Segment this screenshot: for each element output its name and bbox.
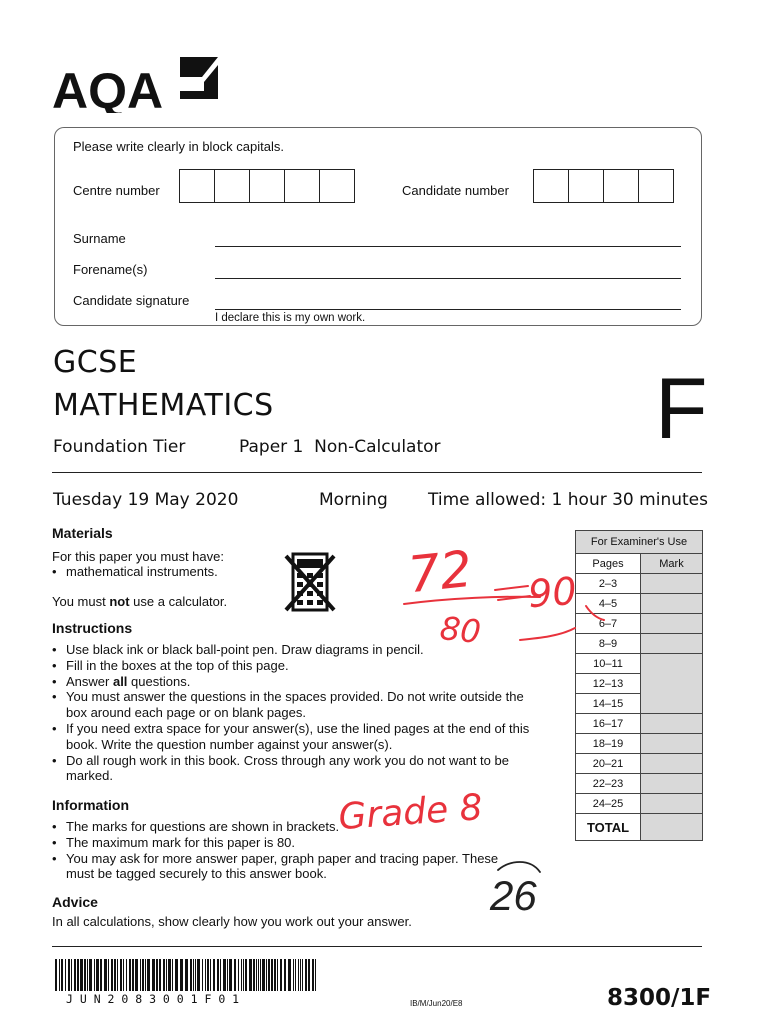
barcode-bar xyxy=(288,959,291,991)
barcode-bar xyxy=(108,959,109,991)
barcode-bar xyxy=(253,959,255,991)
materials-intro: For this paper you must have: xyxy=(52,549,224,564)
barcode-bar xyxy=(156,959,158,991)
handwritten-note: 26 xyxy=(490,872,537,919)
barcode-bar xyxy=(205,959,206,991)
pages-cell: 24–25 xyxy=(576,794,641,814)
barcode-bar xyxy=(243,959,244,991)
barcode-bar xyxy=(234,959,236,991)
advice-heading: Advice xyxy=(52,894,98,910)
barcode-bar xyxy=(74,959,76,991)
barcode-bar xyxy=(55,959,57,991)
pages-cell: 4–5 xyxy=(576,594,641,614)
barcode-bar xyxy=(172,959,173,991)
tier-label: Foundation Tier xyxy=(53,437,186,457)
barcode-bar xyxy=(193,959,194,991)
barcode-bar xyxy=(241,959,242,991)
barcode-icon xyxy=(55,959,320,996)
surname-label: Surname xyxy=(73,231,126,246)
barcode-bar xyxy=(111,959,113,991)
barcode-bar xyxy=(87,959,88,991)
barcode-bar xyxy=(185,959,188,991)
barcode-bar xyxy=(180,959,183,991)
instruction-item: • Do all rough work in this book. Cross through any work you do not want to be marked. xyxy=(52,753,542,785)
barcode-bar xyxy=(117,959,118,991)
total-label: TOTAL xyxy=(576,814,641,841)
barcode-bar xyxy=(120,959,122,991)
barcode-bar xyxy=(268,959,270,991)
barcode-bar xyxy=(96,959,99,991)
instruction-item: • Fill in the boxes at the top of this page. xyxy=(52,658,542,674)
barcode-bar xyxy=(229,959,232,991)
divider-bottom xyxy=(52,946,702,947)
barcode-bar xyxy=(159,959,161,991)
pages-cell: 6–7 xyxy=(576,614,641,634)
exam-session: Morning xyxy=(319,490,388,510)
advice-text: In all calculations, show clearly how you work out your answer. xyxy=(52,914,412,929)
information-heading: Information xyxy=(52,797,129,813)
barcode-bar xyxy=(129,959,131,991)
barcode-bar xyxy=(94,959,95,991)
pages-cell: 10–11 xyxy=(576,654,641,674)
barcode-bar xyxy=(168,959,171,991)
barcode-bar xyxy=(100,959,102,991)
barcode-bar xyxy=(274,959,276,991)
barcode-bar xyxy=(256,959,257,991)
barcode-bar xyxy=(312,959,314,991)
aqa-logo-text: AQA xyxy=(52,63,164,113)
tier-letter: F xyxy=(655,361,708,457)
handwritten-score: 72 xyxy=(405,539,475,605)
barcode-bar xyxy=(65,959,66,991)
instruction-item: • If you need extra space for your answer(s), use the lined pages at the end of this book. Write the question number against your answer(s). xyxy=(52,721,542,753)
barcode-bar xyxy=(295,959,296,991)
barcode-bar xyxy=(71,959,72,991)
mark-header: Mark xyxy=(641,554,703,574)
subject-title: MATHEMATICS xyxy=(53,388,274,423)
barcode-bar xyxy=(315,959,316,991)
barcode-bar xyxy=(227,959,228,991)
barcode-bar xyxy=(207,959,209,991)
handwritten-denominator: 80 xyxy=(438,609,483,652)
scribble-icon xyxy=(498,862,540,872)
pages-cell: 2–3 xyxy=(576,574,641,594)
barcode-bar xyxy=(245,959,247,991)
pages-cell: 12–13 xyxy=(576,674,641,694)
materials-item: • mathematical instruments. xyxy=(52,564,218,580)
exam-date: Tuesday 19 May 2020 xyxy=(53,490,239,510)
qualification-title: GCSE xyxy=(53,345,138,380)
barcode-bar xyxy=(68,959,70,991)
barcode-bar xyxy=(197,959,200,991)
barcode-bar xyxy=(163,959,165,991)
handwritten-grade: Grade 8 xyxy=(337,787,484,839)
barcode-bar xyxy=(142,959,144,991)
instruction-item: • Answer all questions. xyxy=(52,674,542,690)
barcode-bar xyxy=(266,959,267,991)
barcode-bar xyxy=(145,959,146,991)
instruction-item: • You must answer the questions in the spaces provided. Do not write outside the box around each page or on blank pages. xyxy=(52,689,542,721)
barcode-bar xyxy=(61,959,63,991)
barcode-bar xyxy=(220,959,221,991)
barcode-bar xyxy=(277,959,278,991)
barcode-bar xyxy=(123,959,124,991)
barcode-bar xyxy=(166,959,167,991)
barcode-bar xyxy=(202,959,203,991)
barcode-bar xyxy=(260,959,261,991)
examiners-use-title: For Examiner's Use xyxy=(576,531,703,554)
forename-label: Forename(s) xyxy=(73,262,148,277)
handwritten-percentage: 90 xyxy=(526,568,578,617)
barcode-bar xyxy=(80,959,83,991)
barcode-bar xyxy=(249,959,252,991)
calculator-rule: You must not use a calculator. xyxy=(52,594,228,609)
barcode-bar xyxy=(104,959,107,991)
pages-cell: 22–23 xyxy=(576,774,641,794)
barcode-bar xyxy=(77,959,79,991)
barcode-bar xyxy=(147,959,150,991)
equals-sign-icon xyxy=(495,586,530,600)
information-item: • The maximum mark for this paper is 80. xyxy=(52,835,512,851)
paper-code: 8300/1F xyxy=(607,985,712,1011)
instruction-item: • Use black ink or black ball-point pen. Draw diagrams in pencil. xyxy=(52,642,542,658)
block-capitals-instruction: Please write clearly in block capitals. xyxy=(73,139,284,154)
pages-cell: 18–19 xyxy=(576,734,641,754)
barcode-bar xyxy=(132,959,134,991)
document-ref: IB/M/Jun20/E8 xyxy=(410,999,463,1008)
materials-heading: Materials xyxy=(52,525,113,541)
barcode-bar xyxy=(140,959,141,991)
instructions-heading: Instructions xyxy=(52,620,133,636)
candidate-number-label: Candidate number xyxy=(402,183,509,198)
barcode-bar xyxy=(135,959,138,991)
declaration-text: I declare this is my own work. xyxy=(215,312,366,324)
barcode-bar xyxy=(175,959,178,991)
barcode-bar xyxy=(152,959,155,991)
pages-cell: 16–17 xyxy=(576,714,641,734)
pages-cell: 8–9 xyxy=(576,634,641,654)
barcode-bar xyxy=(302,959,303,991)
information-item: • The marks for questions are shown in brackets. xyxy=(52,819,512,835)
barcode-bar xyxy=(126,959,127,991)
paper-label: Paper 1 Non-Calculator xyxy=(239,437,441,457)
barcode-bar xyxy=(271,959,273,991)
barcode-bar xyxy=(217,959,219,991)
barcode-bar xyxy=(195,959,196,991)
barcode-bar xyxy=(210,959,211,991)
barcode-bar xyxy=(213,959,215,991)
pages-cell: 14–15 xyxy=(576,694,641,714)
barcode-text: J U N 2 0 8 3 0 0 1 F 0 1 xyxy=(66,992,240,1006)
pages-cell: 20–21 xyxy=(576,754,641,774)
barcode-bar xyxy=(293,959,294,991)
percent-mark-icon xyxy=(586,606,604,620)
underline-stroke-icon xyxy=(520,628,575,640)
time-allowed: Time allowed: 1 hour 30 minutes xyxy=(428,490,708,510)
signature-label: Candidate signature xyxy=(73,293,190,308)
barcode-bar xyxy=(89,959,92,991)
barcode-bar xyxy=(59,959,60,991)
barcode-bar xyxy=(300,959,301,991)
barcode-bar xyxy=(298,959,299,991)
barcode-bar xyxy=(190,959,192,991)
barcode-bar xyxy=(114,959,116,991)
barcode-bar xyxy=(238,959,239,991)
information-item: • You may ask for more answer paper, graph paper and tracing paper. These must be tagged securely to this answer book. xyxy=(52,851,512,883)
barcode-bar xyxy=(280,959,282,991)
barcode-bar xyxy=(284,959,286,991)
barcode-bar xyxy=(258,959,259,991)
barcode-bar xyxy=(223,959,226,991)
barcode-bar xyxy=(262,959,265,991)
centre-number-label: Centre number xyxy=(73,183,160,198)
barcode-bar xyxy=(308,959,310,991)
barcode-bar xyxy=(84,959,86,991)
pages-header: Pages xyxy=(576,554,641,574)
barcode-bar xyxy=(305,959,307,991)
